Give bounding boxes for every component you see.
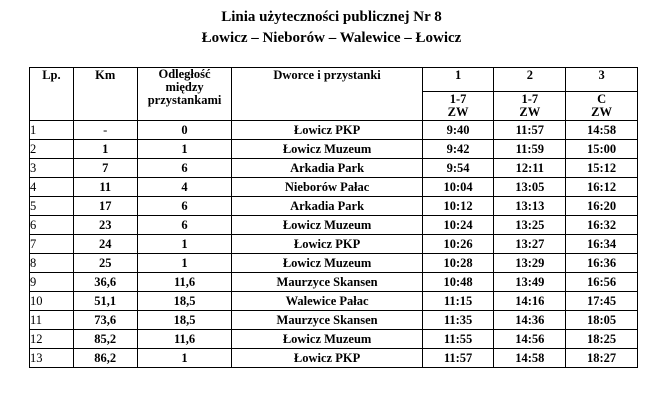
cell-time-2: 14:56 [494,330,566,349]
cell-km: 17 [73,197,137,216]
cell-time-1: 10:04 [422,178,494,197]
cell-stop: Łowicz Muzeum [232,216,422,235]
table-row [30,349,638,368]
table-row [30,311,638,330]
table-row [30,178,638,197]
cell-km: - [73,121,137,140]
cell-time-1: 9:40 [422,121,494,140]
cell-km: 85,2 [73,330,137,349]
cell-km: 25 [73,254,137,273]
header-odleglosc-line2: między [165,80,204,94]
course-2-sign: ZW [519,105,541,119]
cell-time-1: 10:48 [422,273,494,292]
cell-km: 7 [73,159,137,178]
cell-stop: Walewice Pałac [232,292,422,311]
cell-dist: 1 [137,349,232,368]
header-odleglosc-line3: przystankami [147,93,222,107]
cell-lp: 12 [30,330,74,349]
cell-time-1: 10:26 [422,235,494,254]
cell-time-2: 14:36 [494,311,566,330]
cell-lp: 2 [30,140,74,159]
cell-lp: 10 [30,292,74,311]
course-2-code [494,92,566,121]
cell-time-2: 13:25 [494,216,566,235]
cell-time-3: 16:56 [566,273,638,292]
cell-time-2: 14:16 [494,292,566,311]
cell-km: 51,1 [73,292,137,311]
cell-lp: 13 [30,349,74,368]
cell-lp: 8 [30,254,74,273]
course-2-days: 1-7 [521,92,539,106]
cell-time-2: 14:58 [494,349,566,368]
cell-dist: 18,5 [137,311,232,330]
cell-time-3: 15:12 [566,159,638,178]
page-subtitle: Łowicz – Nieborów – Walewice – Łowicz [201,30,462,46]
cell-time-3: 18:27 [566,349,638,368]
cell-dist: 4 [137,178,232,197]
cell-time-3: 17:45 [566,292,638,311]
cell-time-1: 10:24 [422,216,494,235]
cell-time-3: 16:32 [566,216,638,235]
cell-time-1: 10:28 [422,254,494,273]
table-row [30,254,638,273]
header-course-2: 2 [494,68,566,92]
cell-lp: 9 [30,273,74,292]
cell-km: 36,6 [73,273,137,292]
cell-stop: Maurzyce Skansen [232,311,422,330]
cell-time-2: 13:13 [494,197,566,216]
cell-lp: 4 [30,178,74,197]
cell-time-3: 16:34 [566,235,638,254]
cell-lp: 7 [30,235,74,254]
cell-km: 24 [73,235,137,254]
table-row [30,330,638,349]
cell-dist: 1 [137,140,232,159]
cell-time-2: 11:59 [494,140,566,159]
cell-stop: Łowicz PKP [232,235,422,254]
cell-time-1: 11:57 [422,349,494,368]
cell-time-1: 11:35 [422,311,494,330]
cell-dist: 6 [137,216,232,235]
cell-stop: Łowicz Muzeum [232,140,422,159]
cell-dist: 6 [137,197,232,216]
course-3-code [566,92,638,121]
cell-time-3: 18:05 [566,311,638,330]
cell-lp: 11 [30,311,74,330]
table-row [30,121,638,140]
cell-stop: Łowicz Muzeum [232,330,422,349]
cell-time-1: 9:54 [422,159,494,178]
cell-lp: 3 [30,159,74,178]
cell-time-3: 18:25 [566,330,638,349]
cell-stop: Łowicz PKP [232,121,422,140]
cell-stop: Maurzyce Skansen [232,273,422,292]
table-row [30,273,638,292]
cell-lp: 6 [30,216,74,235]
table-row [30,159,638,178]
cell-dist: 1 [137,254,232,273]
cell-time-2: 12:11 [494,159,566,178]
cell-stop: Łowicz Muzeum [232,254,422,273]
table-row [30,292,638,311]
cell-time-2: 13:27 [494,235,566,254]
cell-time-1: 11:15 [422,292,494,311]
cell-km: 11 [73,178,137,197]
cell-dist: 18,5 [137,292,232,311]
cell-time-1: 9:42 [422,140,494,159]
cell-dist: 11,6 [137,330,232,349]
cell-lp: 5 [30,197,74,216]
cell-km: 23 [73,216,137,235]
cell-time-3: 16:36 [566,254,638,273]
cell-stop: Arkadia Park [232,159,422,178]
header-odleglosc-line1: Odległość [158,67,211,81]
cell-dist: 11,6 [137,273,232,292]
course-3-sign: ZW [591,105,613,119]
header-km: Km [73,68,137,121]
cell-time-2: 11:57 [494,121,566,140]
cell-time-1: 10:12 [422,197,494,216]
cell-time-3: 16:20 [566,197,638,216]
header-odleglosc [137,68,232,121]
cell-time-2: 13:05 [494,178,566,197]
table-row [30,235,638,254]
table-row [30,140,638,159]
cell-km: 86,2 [73,349,137,368]
table-row [30,216,638,235]
cell-time-3: 14:58 [566,121,638,140]
cell-dist: 1 [137,235,232,254]
cell-dist: 6 [137,159,232,178]
header-row [30,68,638,92]
cell-km: 73,6 [73,311,137,330]
header-course-3: 3 [566,68,638,92]
course-3-days: C [597,92,607,106]
course-1-code [422,92,494,121]
cell-time-3: 15:00 [566,140,638,159]
timetable [29,67,638,368]
page-title: Linia użyteczności publicznej Nr 8 [221,9,442,25]
cell-dist: 0 [137,121,232,140]
cell-stop: Łowicz PKP [232,349,422,368]
header-dworce: Dworce i przystanki [232,68,422,121]
header-lp: Lp. [30,68,74,121]
cell-stop: Nieborów Pałac [232,178,422,197]
cell-time-2: 13:29 [494,254,566,273]
cell-stop: Arkadia Park [232,197,422,216]
cell-lp: 1 [30,121,74,140]
cell-time-2: 13:49 [494,273,566,292]
table-row [30,197,638,216]
course-1-days: 1-7 [449,92,467,106]
cell-time-3: 16:12 [566,178,638,197]
cell-time-1: 11:55 [422,330,494,349]
cell-km: 1 [73,140,137,159]
course-1-sign: ZW [447,105,469,119]
header-course-1: 1 [422,68,494,92]
